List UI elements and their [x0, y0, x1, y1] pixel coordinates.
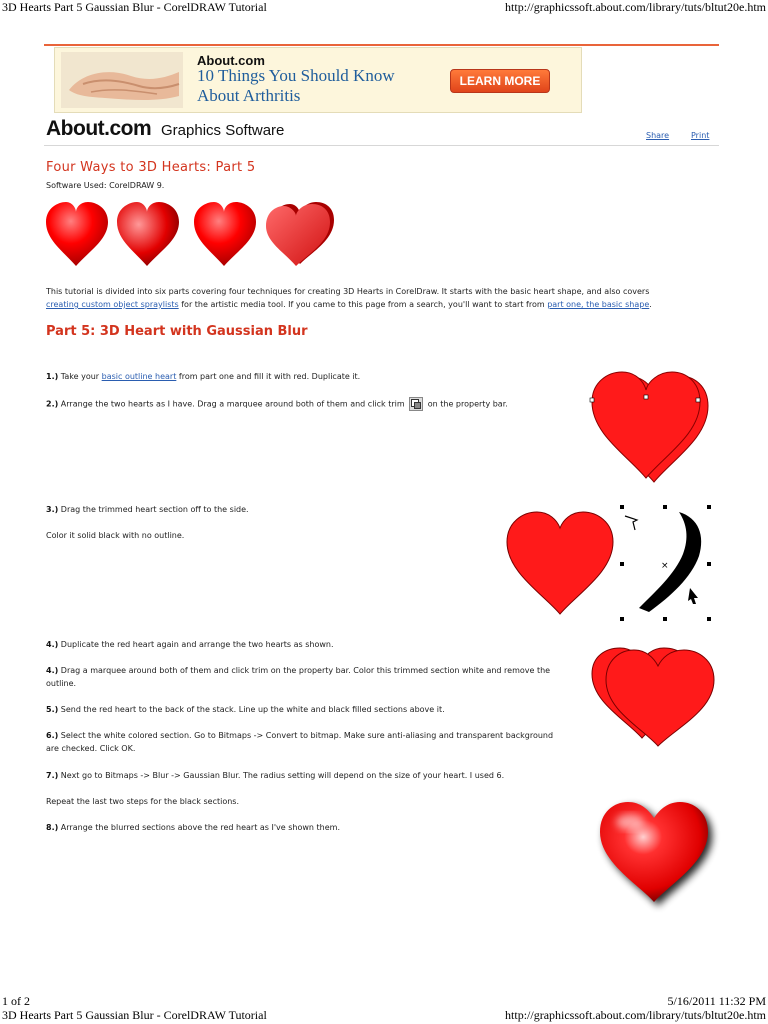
step-number: 6.): [46, 731, 59, 740]
step-6: [46, 729, 566, 755]
step-text: Next go to Bitmaps -> Blur -> Gaussian Blur. The radius setting will depend on the size of your heart. I used 6.: [58, 771, 505, 780]
print-link[interactable]: Print: [691, 131, 710, 140]
step-1: [46, 370, 360, 383]
step-text: Select the white colored section. Go to Bitmaps -> Convert to bitmap. Make sure anti-aliasing and transparent background are checked. Click OK.: [46, 731, 554, 753]
final-3d-heart-image: [596, 796, 714, 908]
section-name[interactable]: Graphics Software: [161, 122, 285, 139]
step-text: Arrange the blurred sections above the red heart as I've shown them.: [58, 823, 340, 832]
step-number: 8.): [46, 823, 59, 832]
step-text: Take your: [58, 372, 102, 381]
offset-hearts-image: [590, 640, 718, 750]
step-4: [46, 638, 334, 651]
step-number: 1.): [46, 372, 59, 381]
step-number: 4.): [46, 640, 59, 649]
step-7: [46, 769, 504, 782]
step-8: [46, 821, 340, 834]
step-number: 7.): [46, 771, 59, 780]
learn-more-button[interactable]: LEARN MORE: [450, 69, 550, 93]
about-logo[interactable]: About.com: [46, 117, 152, 140]
step-4b: [46, 664, 581, 690]
part-one-link[interactable]: part one, the basic shape: [547, 300, 650, 309]
step-text: Duplicate the red heart again and arrange the two hearts as shown.: [58, 640, 334, 649]
header-divider: [44, 145, 719, 146]
software-used: Software Used: CorelDRAW 9.: [46, 181, 165, 190]
step-text: Arrange the two hearts as I have. Drag a marquee around both of them and click trim: [58, 399, 408, 409]
footer-datetime: 5/16/2011 11:32 PM: [667, 994, 766, 1008]
footer-title: 3D Hearts Part 5 Gaussian Blur - CorelDRAW Tutorial: [2, 1008, 267, 1022]
footer-url: http://graphicssoft.about.com/library/tuts/bltut20e.htm: [505, 1008, 766, 1022]
step-text: Drag the trimmed heart section off to the side.: [58, 505, 249, 514]
step-3-note: Color it solid black with no outline.: [46, 531, 185, 540]
ad-banner[interactable]: [54, 47, 582, 113]
step-number: 2.): [46, 399, 59, 409]
article-title: Four Ways to 3D Hearts: Part 5: [46, 160, 256, 175]
ad-brand: About.com: [197, 53, 265, 68]
repeat-note: Repeat the last two steps for the black sections.: [46, 797, 239, 806]
share-link[interactable]: Share: [646, 131, 670, 140]
hands-image: [61, 52, 183, 108]
step-5: [46, 703, 445, 716]
step-2: [46, 397, 508, 411]
basic-outline-heart-link[interactable]: basic outline heart: [101, 372, 177, 381]
step-text: from part one and fill it with red. Duplicate it.: [176, 372, 361, 381]
step-number: 5.): [46, 705, 59, 714]
step-text: Drag a marquee around both of them and click trim on the property bar. Color this trimmed section white and remove the outline.: [46, 666, 551, 688]
spraylists-link[interactable]: creating custom object spraylists: [46, 300, 179, 309]
footer-page: 1 of 2: [2, 994, 30, 1008]
step-3: [46, 503, 249, 516]
top-rule: [44, 44, 719, 46]
step-text: Send the red heart to the back of the stack. Line up the white and black filled sections above it.: [58, 705, 445, 714]
step-number: 4.): [46, 666, 59, 675]
step-text: on the property bar.: [425, 399, 508, 409]
svg-text:×: ×: [661, 561, 669, 571]
part-title: Part 5: 3D Heart with Gaussian Blur: [46, 324, 308, 339]
print-header-url: http://graphicssoft.about.com/library/tuts/bltut20e.htm: [505, 0, 766, 14]
print-header-title: 3D Hearts Part 5 Gaussian Blur - CorelDRAW Tutorial: [2, 0, 267, 14]
step-number: 3.): [46, 505, 59, 514]
intro-text-1: This tutorial is divided into six parts covering four techniques for creating 3D Hearts in CorelDraw. It starts with the basic heart shape, and also covers: [46, 287, 650, 296]
intro-text-2: for the artistic media tool. If you came to this page from a search, you'll want to start from: [178, 300, 548, 309]
trim-icon: [409, 397, 423, 411]
intro-text-3: .: [649, 300, 652, 309]
intro-paragraph: [46, 285, 716, 311]
hearts-preview: [44, 200, 344, 270]
ad-headline-1: 10 Things You Should Know: [197, 66, 395, 85]
overlapping-hearts-image: [590, 368, 720, 486]
ad-headline-2: About Arthritis: [197, 86, 301, 105]
trimmed-section-image: [503, 500, 715, 624]
